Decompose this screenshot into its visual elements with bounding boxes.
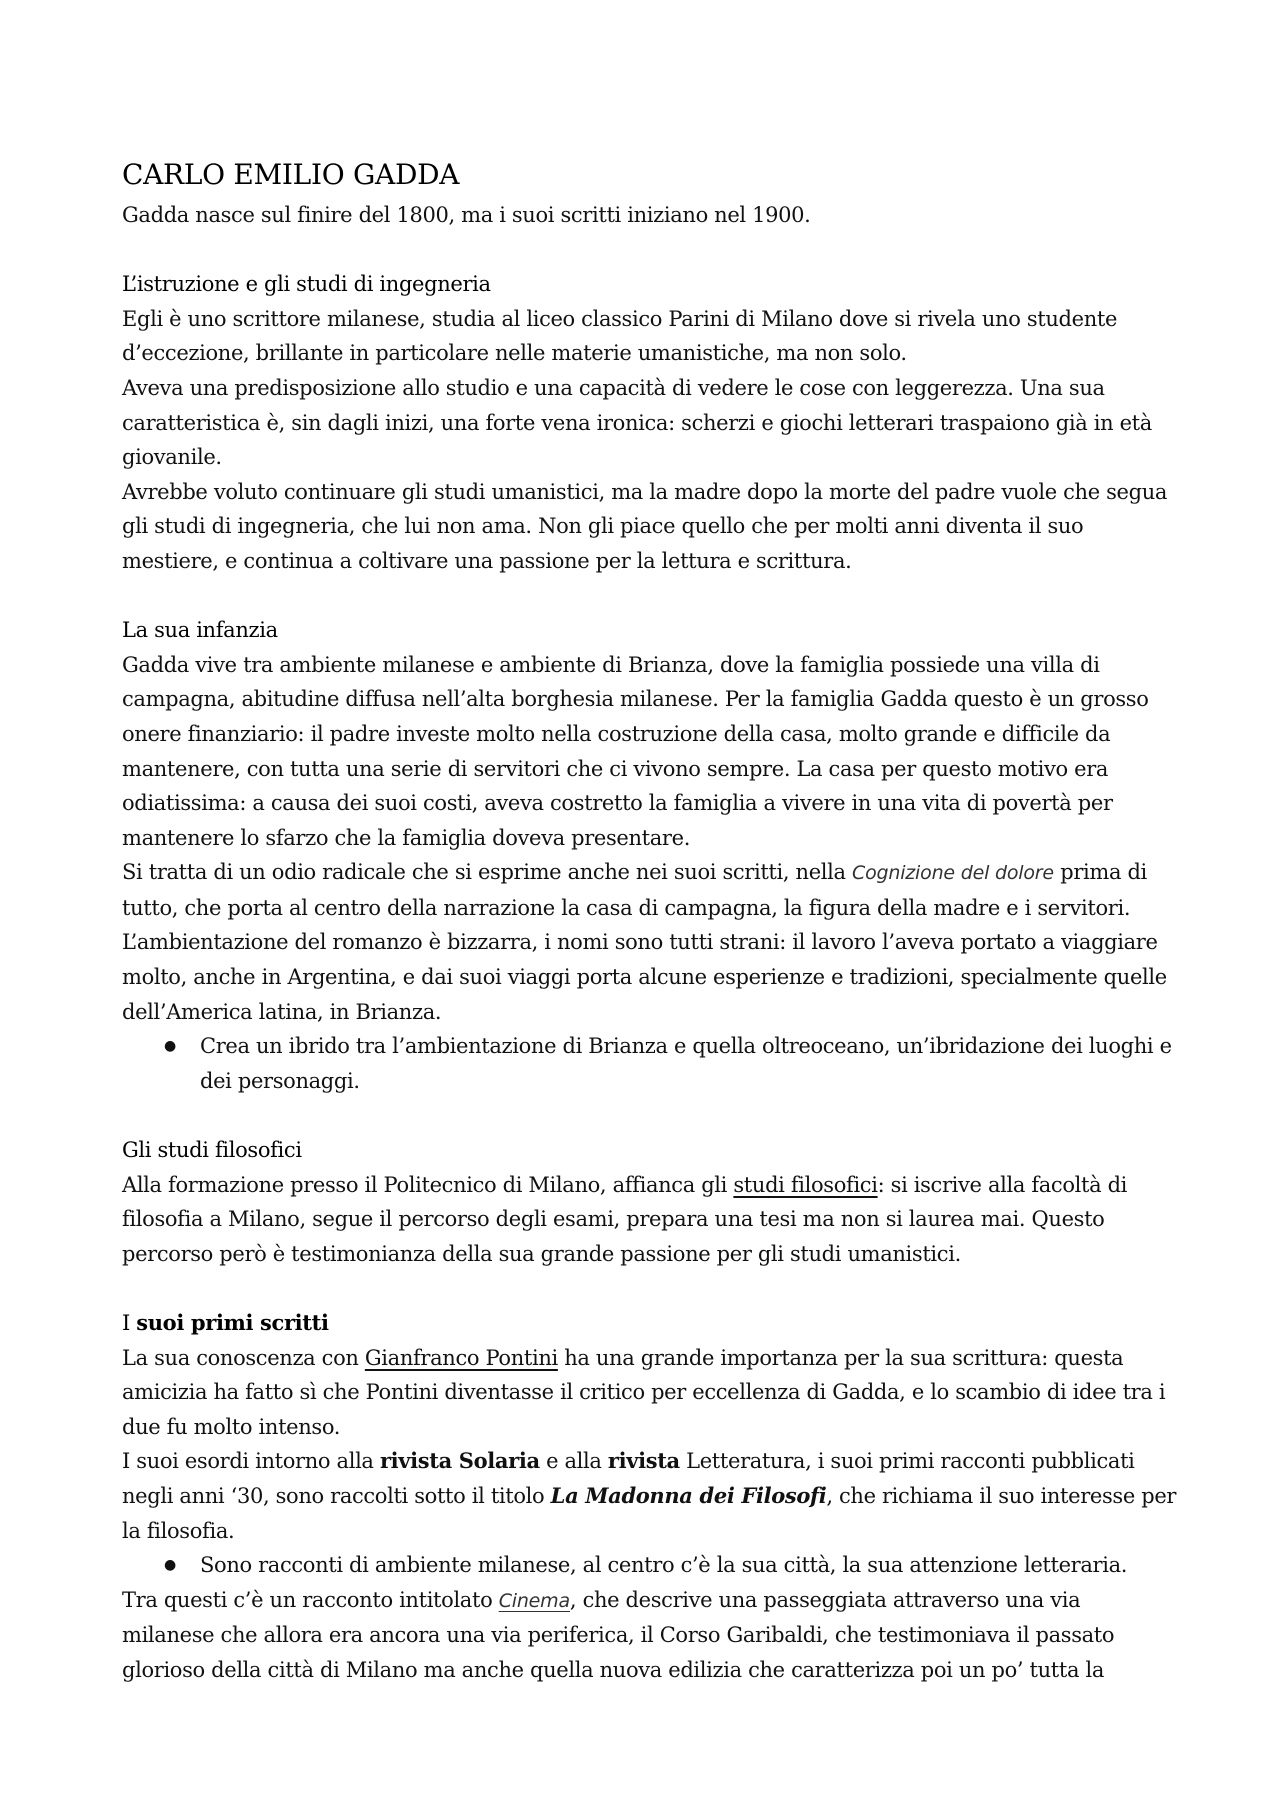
bullet-icon: ●: [164, 1557, 176, 1574]
philosophy-paragraph: [122, 1168, 1177, 1272]
intro-paragraph: Gadda nasce sul finire del 1800, ma i suoi scritti iniziano nel 1900.: [122, 203, 811, 227]
text-run: ha una grande importanza per la sua scrittura: questa amicizia ha fatto sì che Pontini diventasse il critico per eccellenza di Gadda, e lo scambio di idee tra i due fu molto intenso.: [122, 1345, 1166, 1439]
section-heading-philosophy: Gli studi filosofici: [122, 1138, 302, 1163]
section-heading-childhood: La sua infanzia: [122, 618, 278, 643]
bold-term: rivista Solaria: [379, 1448, 540, 1474]
text-run: , i suoi primi racconti pubblicati negli anni ‘30, sono raccolti sotto il titolo: [122, 1449, 1135, 1508]
list-item-text: Crea un ibrido tra l’ambientazione di Brianza e quella oltreoceano, un’ibridazione dei luoghi e dei personaggi.: [200, 1034, 1172, 1093]
list-item: [122, 1548, 1177, 1583]
section-heading-first-writings: [122, 1306, 1177, 1341]
text-run: Si tratta di un odio radicale che si esprime anche nei suoi scritti, nella: [122, 860, 853, 885]
education-paragraph-1: Egli è uno scrittore milanese, studia al liceo classico Parini di Milano dove si rivela uno studente d’eccezione, brillante in particolare nelle materie umanistiche, ma non solo.: [122, 306, 1118, 366]
text-run: , che descrive una passeggiata attraverso una via milanese che allora era ancora una via periferica, il Corso Garibaldi, che testimoniava il passato glorioso della città di Milano ma anche quella nuova edilizia che caratterizza poi un po’ tutta la: [122, 1587, 1115, 1682]
spacer: [122, 579, 1177, 614]
underlined-term: studi filosofici: [733, 1172, 878, 1197]
spacer: [122, 1098, 1177, 1133]
text-run: I suoi esordi intorno alla: [122, 1449, 380, 1474]
underlined-name: Gianfranco Pontini: [364, 1345, 558, 1370]
work-title-madonna: La Madonna dei Filosofi: [550, 1482, 827, 1508]
childhood-paragraph-2: [122, 855, 1177, 1029]
bold-term: rivista: [607, 1448, 680, 1474]
spacer: [122, 1271, 1177, 1306]
text-run: : si iscrive alla facoltà di filosofia a Milano, segue il percorso degli esami, prepara una tesi ma non si laurea mai. Questo percorso però è testimonianza della sua grande passione per gli studi umanistici.: [122, 1172, 1128, 1266]
list-item-text: Sono racconti di ambiente milanese, al centro c’è la sua città, la sua attenzione letteraria.: [200, 1553, 1128, 1578]
text-run: prima di tutto, che porta al centro della narrazione la casa di campagna, la figura della madre e i servitori. L’ambientazione del romanzo è bizzarra, i nomi sono tutti strani: il lavoro l’aveva portato a viaggiare molto, anche in Argentina, e dai suoi viaggi porta alcune esperienze e tradizioni, specialmente quelle dell’America latina, in Brianza.: [122, 860, 1167, 1024]
writings-paragraph-2: [122, 1444, 1177, 1548]
text-run: Tra questi c’è un racconto intitolato: [122, 1587, 499, 1612]
list-item: [122, 1029, 1177, 1098]
writings-paragraph-1: [122, 1341, 1177, 1445]
page-title: CARLO EMILIO GADDA: [122, 158, 460, 191]
work-title-cinema: Cinema: [498, 1589, 570, 1612]
writings-paragraph-3: [122, 1583, 1177, 1688]
text-run: Letteratura: [679, 1449, 806, 1474]
section-heading-education: L’istruzione e gli studi di ingegneria: [122, 272, 491, 297]
text-run-bold: suoi primi scritti: [136, 1310, 329, 1335]
text-run: e alla: [539, 1449, 608, 1474]
text-run: , che richiama il suo interesse per la filosofia.: [122, 1483, 1177, 1543]
text-run: I: [122, 1311, 137, 1335]
spacer: [122, 233, 1177, 268]
text-run: Alla formazione presso il Politecnico di Milano, affianca gli: [122, 1172, 734, 1197]
education-paragraph-3: Avrebbe voluto continuare gli studi umanistici, ma la madre dopo la morte del padre vuole che segua gli studi di ingegneria, che lui non ama. Non gli piace quello che per molti anni diventa il suo mestiere, e continua a coltivare una passione per la lettura e scrittura.: [122, 479, 1168, 573]
work-title-cognizione: Cognizione del dolore: [852, 862, 1054, 885]
bullet-icon: ●: [164, 1038, 176, 1055]
education-paragraph-2: Aveva una predisposizione allo studio e una capacità di vedere le cose con leggerezza. Una sua caratteristica è, sin dagli inizi, una forte vena ironica: scherzi e giochi letterari traspaiono già in età giovanile.: [122, 375, 1152, 470]
childhood-paragraph-1: Gadda vive tra ambiente milanese e ambiente di Brianza, dove la famiglia possiede una villa di campagna, abitudine diffusa nell’alta borghesia milanese. Per la famiglia Gadda questo è un grosso onere finanziario: il padre investe molto nella costruzione della casa, molto grande e difficile da mantenere, con tutta una serie di servitori che ci vivono sempre. La casa per questo motivo era odiatissima: a causa dei suoi costi, aveva costretto la famiglia a vivere in una vita di povertà per mantenere lo sfarzo che la famiglia doveva presentare.: [122, 652, 1149, 850]
text-run: La sua conoscenza con: [122, 1345, 365, 1370]
document-body: [122, 152, 1177, 1688]
